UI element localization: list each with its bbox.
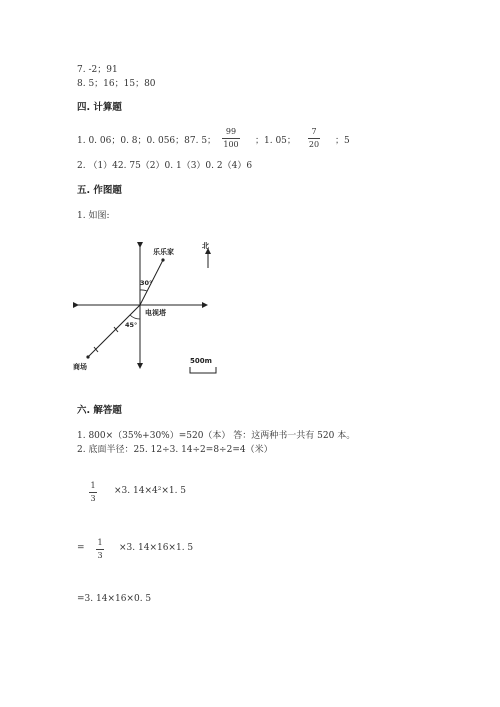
solution-step2-equals: = <box>77 543 85 553</box>
calc-q1-mid: ；1. 05； <box>255 136 296 146</box>
label-angle-30: 30° <box>140 279 153 287</box>
fraction-7-20 <box>308 127 320 150</box>
label-scale: 500m <box>190 357 212 365</box>
label-angle-45: 45° <box>125 321 138 329</box>
section-heading-solutions: 六. 解答题 <box>77 405 122 416</box>
answer-line-7: 7. -2；91 <box>77 65 118 75</box>
scale-bar <box>190 367 216 373</box>
fraction-denominator: 20 <box>308 140 320 149</box>
fraction-bar <box>308 138 320 139</box>
fraction-denominator: 3 <box>97 551 103 560</box>
angle-arc-45 <box>130 315 140 319</box>
label-tv-tower: 电视塔 <box>145 309 166 317</box>
angle-arc-30 <box>140 290 147 291</box>
drawing-q1: 1. 如图: <box>77 211 110 221</box>
label-mall: 商场 <box>73 363 87 371</box>
solution-q1: 1. 800×（35%+30%）=520（本） 答：这两种书一共有 520 本。 <box>77 431 356 441</box>
mall-point <box>86 355 89 358</box>
fraction-denominator: 3 <box>90 494 96 503</box>
section-heading-calculation: 四. 计算题 <box>77 102 122 113</box>
solution-step2: ×3. 14×16×1. 5 <box>119 543 194 553</box>
solution-q2: 2. 底面半径：25. 12÷3. 14÷2=8÷2=4（米） <box>77 445 273 455</box>
solution-step3: =3. 14×16×0. 5 <box>77 594 152 604</box>
label-north: 北 <box>202 242 209 250</box>
fraction-one-third <box>96 538 104 561</box>
calc-q1-prefix: 1. 0. 06；0. 8；0. 056；87. 5； <box>77 136 217 146</box>
home-point <box>161 258 164 261</box>
fraction-99-100 <box>222 127 240 150</box>
fraction-one-third <box>89 481 97 504</box>
fraction-denominator: 100 <box>223 140 239 149</box>
section-heading-drawing: 五. 作图题 <box>77 185 122 196</box>
calc-q2: 2. （1）42. 75（2）0. 1（3）0. 2（4）6 <box>77 161 253 171</box>
fraction-numerator: 1 <box>97 538 103 547</box>
fraction-bar <box>222 138 240 139</box>
fraction-bar <box>96 549 104 550</box>
direction-map-figure <box>70 235 240 380</box>
answer-line-8: 8. 5；16；15；80 <box>77 79 156 89</box>
label-home: 乐乐家 <box>153 248 174 256</box>
solution-step1: ×3. 14×4²×1. 5 <box>114 486 187 496</box>
fraction-numerator: 99 <box>225 127 237 136</box>
fraction-bar <box>89 492 97 493</box>
fraction-numerator: 7 <box>311 127 317 136</box>
calc-q1-suffix: ；5 <box>335 136 350 146</box>
fraction-numerator: 1 <box>90 481 96 490</box>
